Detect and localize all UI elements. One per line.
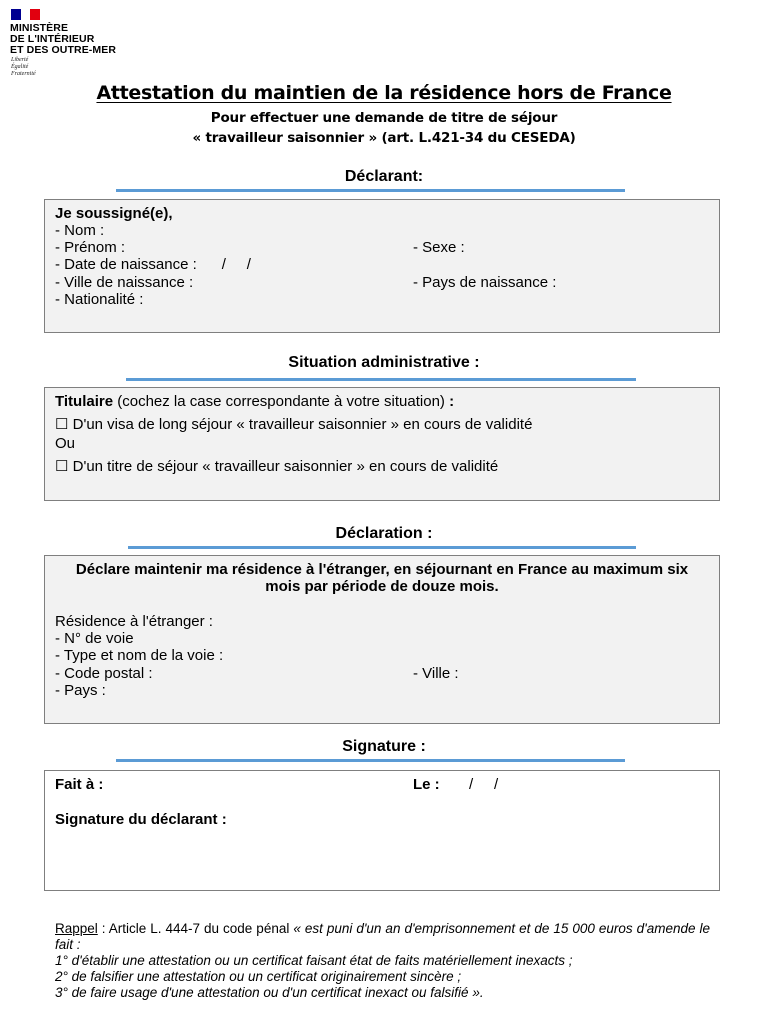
- field-pays-naissance[interactable]: - Pays de naissance :: [413, 274, 557, 291]
- declarant-intro: Je soussigné(e),: [55, 205, 173, 222]
- ministry-name-line1: MINISTÈRE: [10, 22, 69, 34]
- rappel-item-3: 3° de faire usage d'une attestation ou d'un certificat inexact ou falsifié ».: [55, 985, 484, 1000]
- section-heading-situation: Situation administrative :: [288, 354, 480, 371]
- flag-white-stripe: [21, 9, 30, 20]
- field-sexe[interactable]: - Sexe :: [413, 239, 465, 256]
- titulaire-line: [55, 393, 454, 410]
- section-divider: [116, 759, 625, 762]
- rappel-article: : Article L. 444-7 du code pénal: [97, 921, 294, 936]
- section-heading-declaration: Déclaration :: [335, 525, 433, 542]
- field-date-naissance[interactable]: - Date de naissance : / /: [55, 256, 251, 273]
- rappel-item-2: 2° de falsifier une attestation ou un certificat originairement sincère ;: [55, 969, 462, 984]
- document-title: Attestation du maintien de la résidence hors de France: [96, 82, 672, 104]
- option-visa-label: D'un visa de long séjour « travailleur saisonnier » en cours de validité: [72, 416, 533, 433]
- field-ville[interactable]: - Ville :: [413, 665, 459, 682]
- titulaire-label: Titulaire: [55, 393, 114, 410]
- ministry-name-line3: ET DES OUTRE-MER: [10, 44, 117, 56]
- motto-fraternite: Fraternité: [11, 71, 36, 77]
- rappel-paragraph: [55, 921, 710, 953]
- flag-red-stripe: [30, 9, 40, 20]
- field-nationalite[interactable]: - Nationalité :: [55, 291, 144, 308]
- section-divider: [128, 546, 636, 549]
- declaration-statement-line1: Déclare maintenir ma résidence à l'étranger, en séjournant en France au maximum six: [75, 561, 689, 578]
- field-pays[interactable]: - Pays :: [55, 682, 106, 699]
- date-slashes: / /: [469, 776, 499, 793]
- signature-declarant-label[interactable]: Signature du déclarant :: [55, 811, 227, 828]
- titulaire-colon: :: [449, 393, 455, 410]
- document-subtitle-line2: « travailleur saisonnier » (art. L.421-34 du CESEDA): [192, 130, 576, 146]
- checkbox-icon[interactable]: ☐: [55, 458, 69, 475]
- section-heading-signature: Signature :: [342, 738, 426, 755]
- field-type-nom-voie[interactable]: - Type et nom de la voie :: [55, 647, 224, 664]
- declaration-statement-line2: mois par période de douze mois.: [265, 578, 499, 595]
- section-divider: [126, 378, 636, 381]
- field-date-le[interactable]: Le :: [413, 776, 440, 793]
- option-titre-label: D'un titre de séjour « travailleur saisonnier » en cours de validité: [72, 458, 499, 475]
- field-nom[interactable]: - Nom :: [55, 222, 105, 239]
- rappel-label: Rappel: [55, 921, 98, 936]
- rappel-quote: « est puni d'un an d'emprisonnement et de 15 000 euros d'amende le fait :: [55, 921, 710, 952]
- document-subtitle-line1: Pour effectuer une demande de titre de séjour: [210, 110, 558, 126]
- checkbox-icon[interactable]: ☐: [55, 416, 69, 433]
- ou-label: Ou: [55, 435, 76, 452]
- section-heading-declarant: Déclarant:: [344, 168, 424, 185]
- situation-box: [44, 387, 720, 501]
- field-prenom[interactable]: - Prénom :: [55, 239, 126, 256]
- declarant-box: [44, 199, 720, 333]
- flag-blue-stripe: [11, 9, 21, 20]
- residence-label: Résidence à l'étranger :: [55, 613, 213, 630]
- field-numero-voie[interactable]: - N° de voie: [55, 630, 134, 647]
- republic-flag-logo: [11, 9, 40, 20]
- declaration-box: [44, 555, 720, 724]
- field-code-postal[interactable]: - Code postal :: [55, 665, 153, 682]
- option-visa-row[interactable]: [55, 416, 532, 433]
- section-divider: [116, 189, 625, 192]
- titulaire-note: (cochez la case correspondante à votre situation): [113, 393, 450, 410]
- field-fait-a[interactable]: Fait à :: [55, 776, 104, 793]
- option-titre-row[interactable]: [55, 458, 498, 475]
- field-ville-naissance[interactable]: - Ville de naissance :: [55, 274, 194, 291]
- ministry-name-line2: DE L'INTÉRIEUR: [10, 33, 95, 45]
- rappel-item-1: 1° d'établir une attestation ou un certificat faisant état de faits matériellement inexacts ;: [55, 953, 573, 968]
- motto-liberte: Liberté: [11, 57, 29, 63]
- signature-box: [44, 770, 720, 891]
- motto-egalite: Égalité: [11, 64, 29, 70]
